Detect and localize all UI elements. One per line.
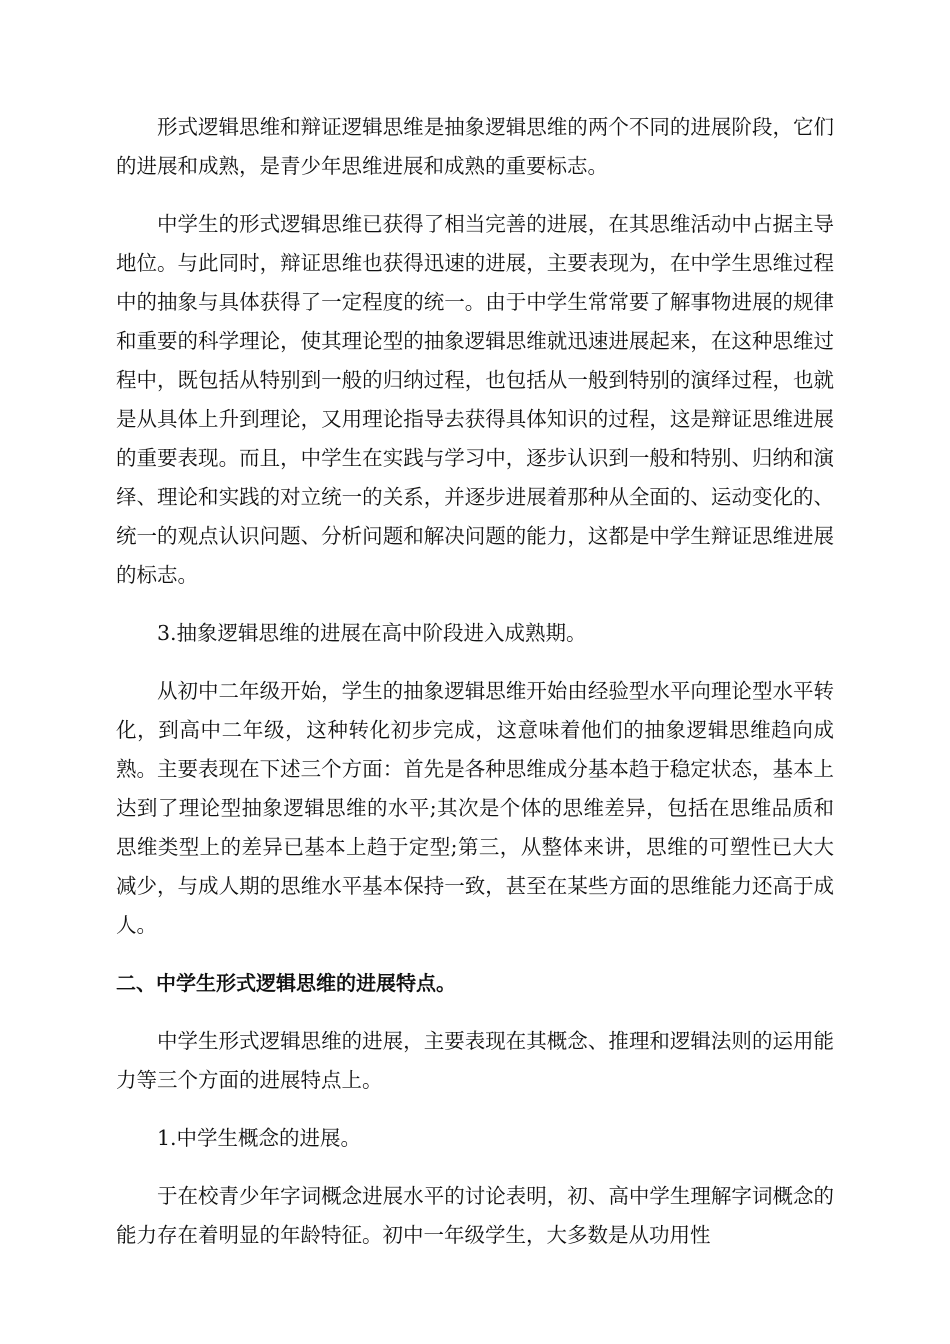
list-item-maturity-period: 3.抽象逻辑思维的进展在高中阶段进入成熟期。 [157,621,587,645]
document-body [116,108,834,1274]
paragraph-concept-research: 于在校青少年字词概念进展水平的讨论表明，初、高中学生理解字词概念的能力存在着明显的年龄特征。初中一年级学生，大多数是从功用性 [116,1184,834,1247]
paragraph-formal-logic-aspects: 中学生形式逻辑思维的进展，主要表现在其概念、推理和逻辑法则的运用能力等三个方面的进展特点上。 [116,1029,834,1092]
paragraph-dialectical-thinking: 中学生的形式逻辑思维已获得了相当完善的进展，在其思维活动中占据主导地位。与此同时，辩证思维也获得迅速的进展，主要表现为，在中学生思维过程中的抽象与具体获得了一定程度的统一。由于中学生常常要了解事物进展的规律和重要的科学理论，使其理论型的抽象逻辑思维就迅速进展起来，在这种思维过程中，既包括从特别到一般的归纳过程，也包括从一般到特别的演绎过程，也就是从具体上升到理论，又用理论指导去获得具体知识的过程，这是辩证思维进展的重要表现。而且，中学生在实践与学习中，逐步认识到一般和特别、归纳和演绎、理论和实践的对立统一的关系，并逐步进展着那种从全面的、运动变化的、统一的观点认识问题、分析问题和解决问题的能力，这都是中学生辩证思维进展的标志。 [116,212,834,587]
paragraph-maturity-details: 从初中二年级开始，学生的抽象逻辑思维开始由经验型水平向理论型水平转化，到高中二年级，这种转化初步完成，这意味着他们的抽象逻辑思维趋向成熟。主要表现在下述三个方面：首先是各种思维成分基本趋于稳定状态，基本上达到了理论型抽象逻辑思维的水平;其次是个体的思维差异，包括在思维品质和思维类型上的差异已基本上趋于定型;第三，从整体来讲，思维的可塑性已大大减少，与成人期的思维水平基本保持一致，甚至在某些方面的思维能力还高于成人。 [116,679,834,937]
section-heading-formal-logic: 二、中学生形式逻辑思维的进展特点。 [116,971,456,995]
list-item-concept-development: 1.中学生概念的进展。 [157,1126,362,1150]
paragraph-logic-stages: 形式逻辑思维和辩证逻辑思维是抽象逻辑思维的两个不同的进展阶段，它们的进展和成熟，是青少年思维进展和成熟的重要标志。 [116,115,834,178]
